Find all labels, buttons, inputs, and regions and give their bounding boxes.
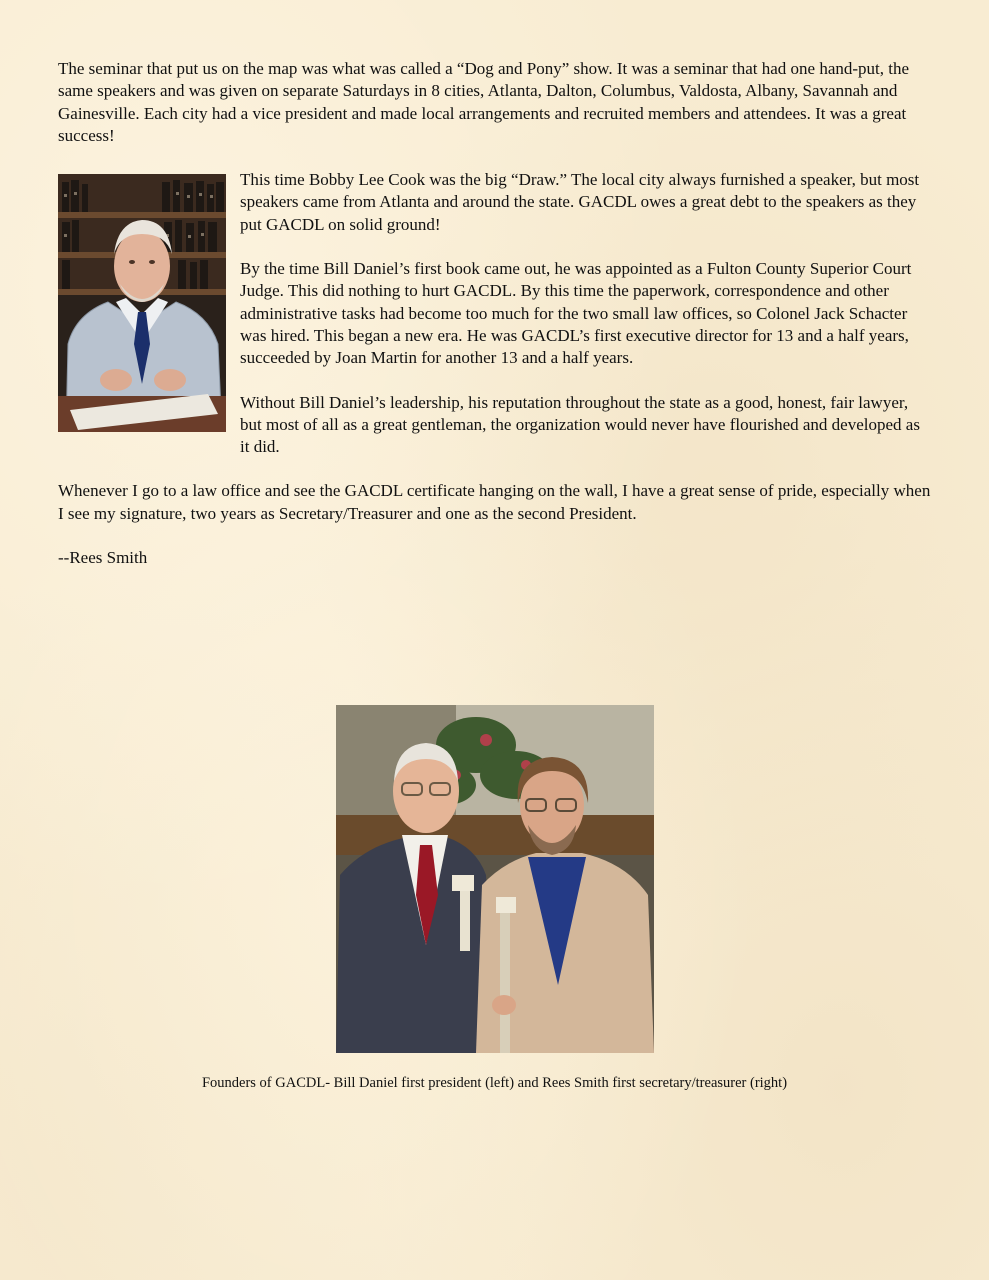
paragraph-first-book: By the time Bill Daniel’s first book came out, he was appointed as a Fulton County Superior Court Judge. This did nothing to hurt GACDL. By this time the paperwork, correspondence and other administrative tasks had become too much for the two small law offices, so Colonel Jack Schacter was hired. This began a new era. He was GACDL’s first executive director for 13 and a half years, succeeded by Joan Martin for another 13 and a half years. bbox=[240, 259, 912, 368]
paragraph-leadership: Without Bill Daniel’s leadership, his reputation throughout the state as a good, honest, fair lawyer, but most of all as a great gentleman, the organization would never have flourished and developed as it did. bbox=[240, 392, 920, 457]
founders-photo bbox=[336, 705, 654, 1053]
photo-caption: Founders of GACDL- Bill Daniel first president (left) and Rees Smith first secretary/treasurer (right) bbox=[201, 1075, 788, 1091]
author-signature: --Rees Smith bbox=[58, 548, 148, 568]
paragraph-certificate: Whenever I go to a law office and see the GACDL certificate hanging on the wall, I have a great sense of pride, especially when I see my signature, two years as Secretary/Treasurer and one as the second President. bbox=[58, 481, 931, 523]
article-body bbox=[58, 58, 932, 569]
bill-daniel-portrait-photo bbox=[58, 174, 226, 432]
paragraph-bobby-lee-cook: This time Bobby Lee Cook was the big “Draw.” The local city always furnished a speaker, but most speakers came from Atlanta and around the state. GACDL owes a great debt to the speakers as they put GACDL on solid ground! bbox=[240, 170, 920, 234]
paragraph-seminar: The seminar that put us on the map was what was called a “Dog and Pony” show. It was a seminar that had one hand-put, the same speakers and was given on separate Saturdays in 8 cities, Atlanta, Dalton, Columbus, Valdosta, Albany, Savannah and Gainesville. Each city had a vice president and made local arrangements and recruited members and attendees. It was a great success! bbox=[58, 59, 910, 145]
